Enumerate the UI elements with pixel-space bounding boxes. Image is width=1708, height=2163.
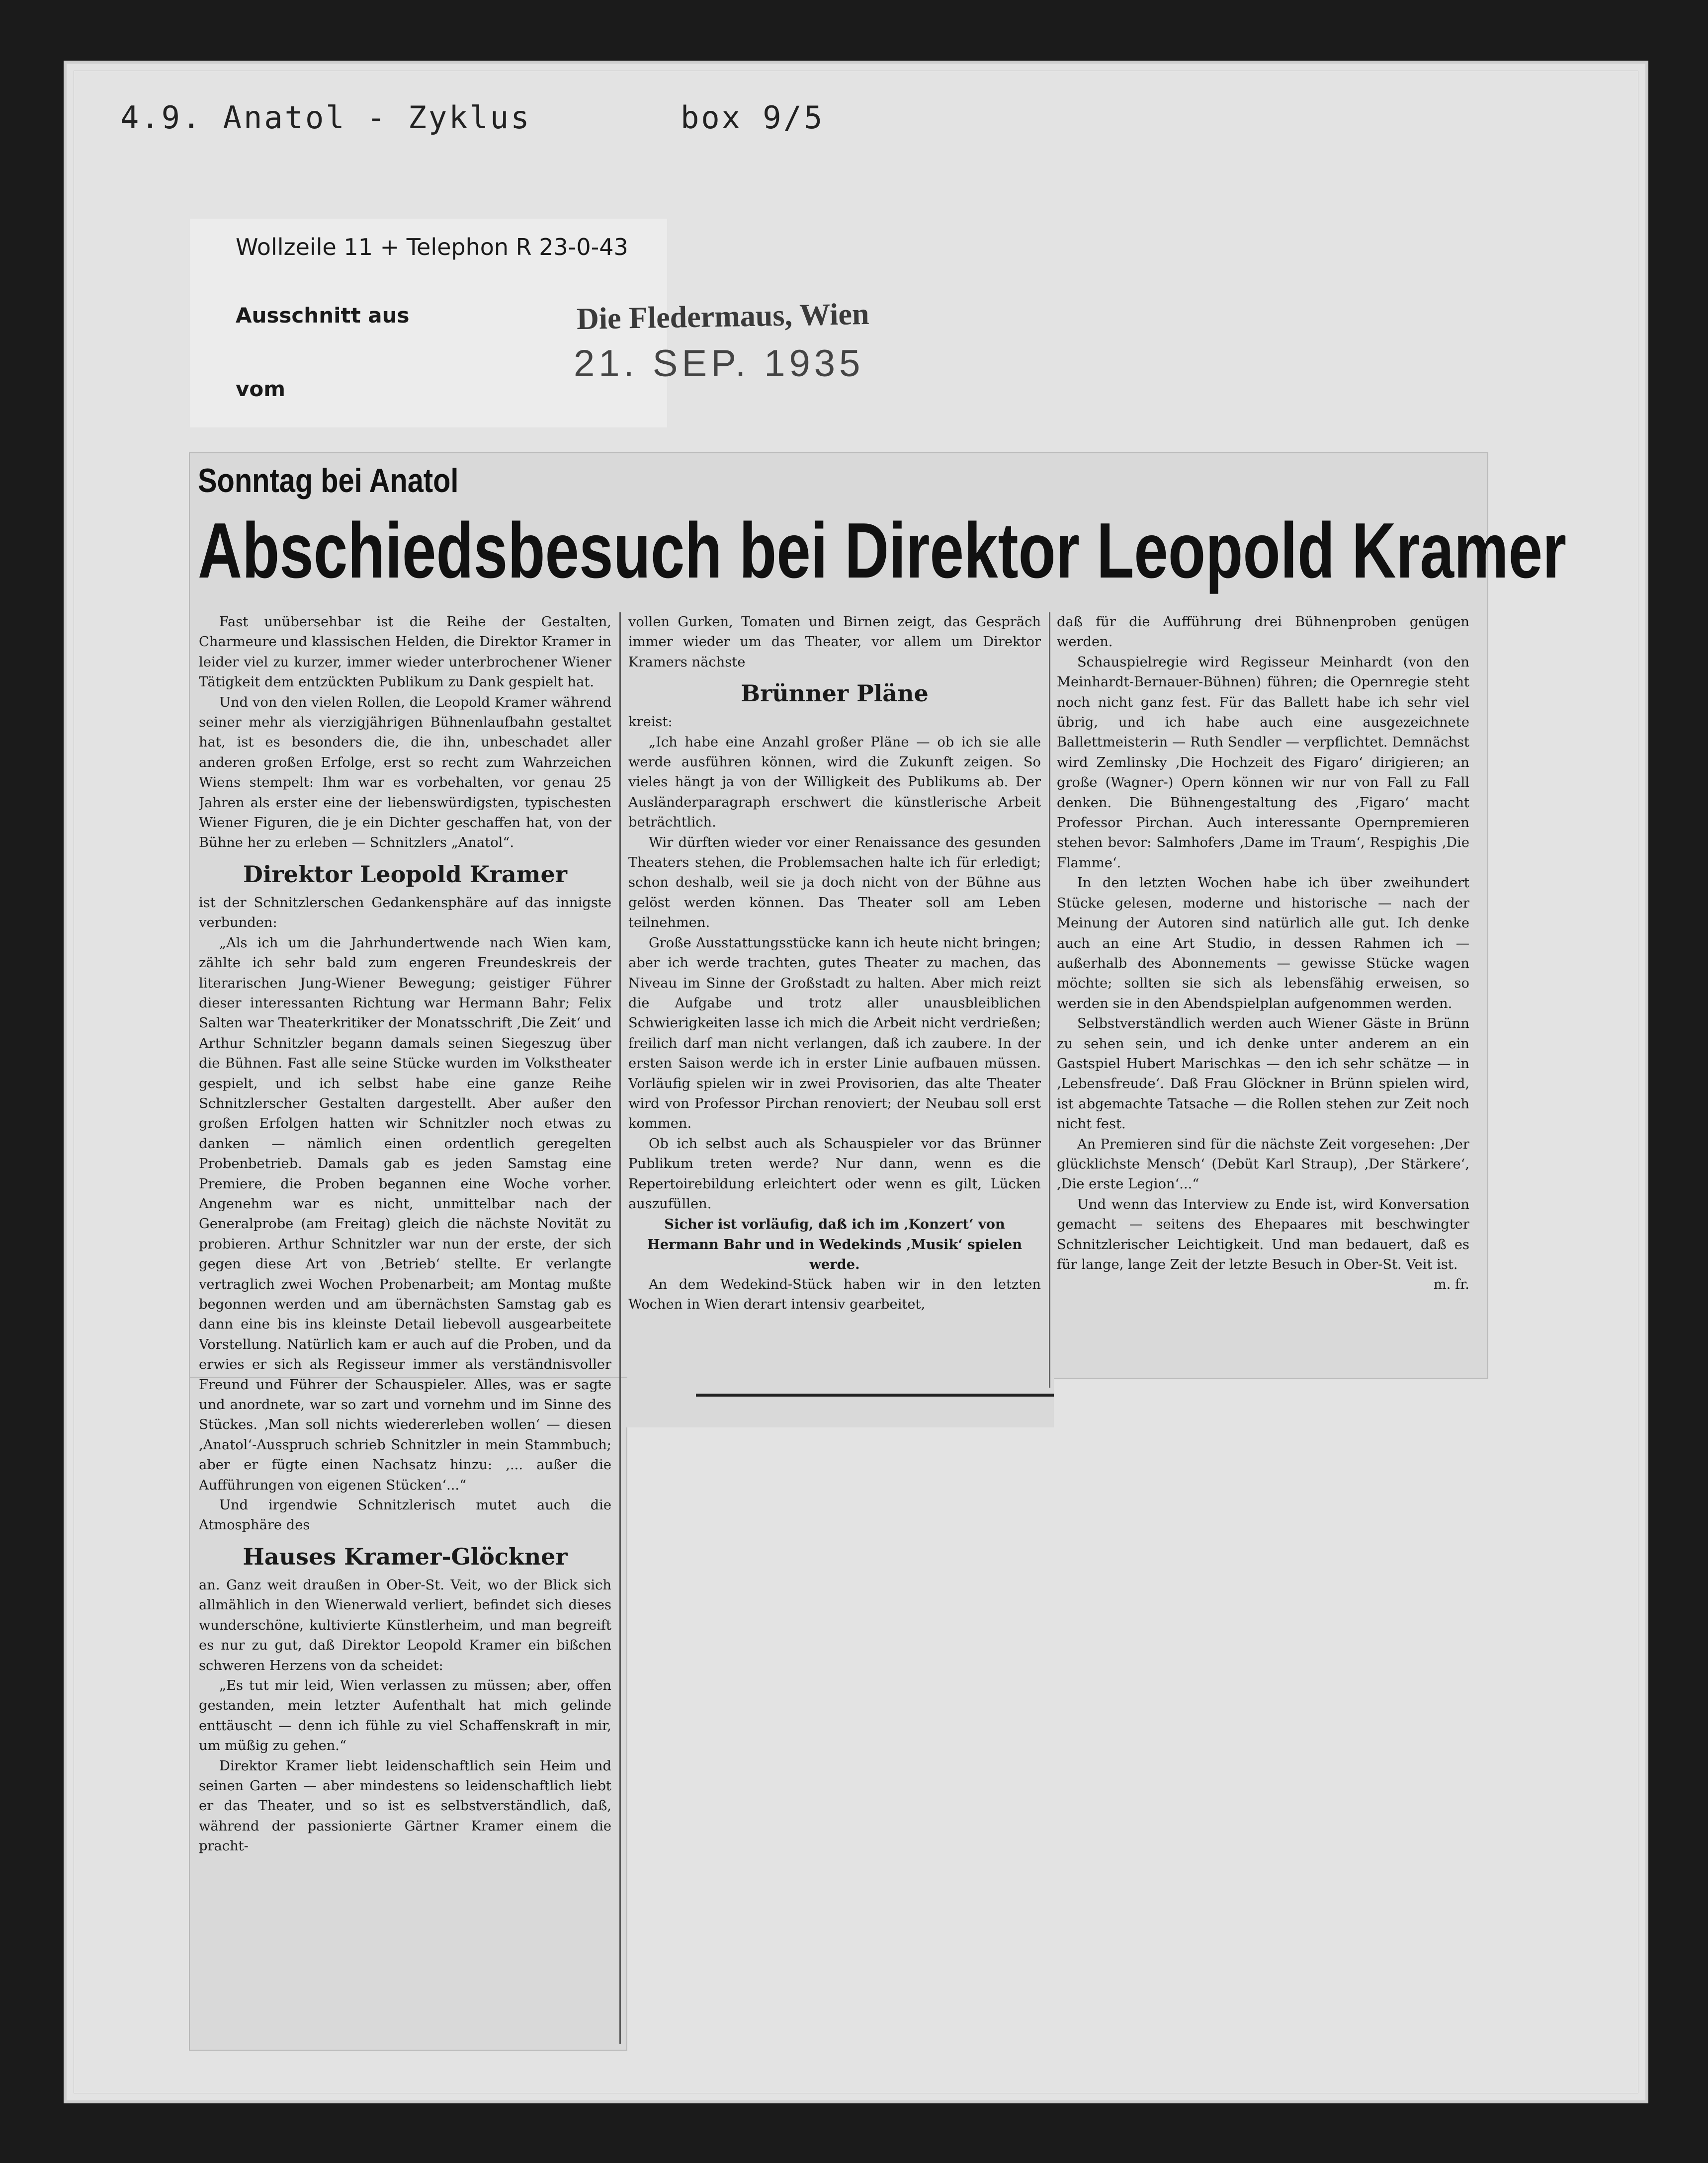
paragraph: Fast unübersehbar ist die Reihe der Gestalten, Charmeure und klassischen Helden, die Direktor Kramer in leider viel zu kurzer, immer wieder unterbrochener Wiener Tätigkeit dem entzückten Publikum zu Dank gespielt hat. (199, 614, 611, 690)
paragraph: „Als ich um die Jahrhundertwende nach Wien kam, zählte ich sehr bald zum engeren Freundeskreis der literarischen Jung-Wiener Bewegung; geistiger Führer dieser interessanten Richtung war Hermann Bahr; Felix Salten war Theaterkritiker der Monatsschrift ‚Die Zeit‘ und Arthur Schnitzler begann damals seinen Siegeszug über die Bühnen. Fast alle seine Stücke wurden im Volkstheater gespielt, und ich selbst habe eine ganze Reihe Schnitzlerscher Gestalten dargestellt. Aber außer den großen Erfolgen hatten wir Schnitzler noch etwas zu danken — nämlich einen ordentlich geregelten Probenbetrieb. Damals gab es jeden Samstag eine Premiere, die Proben begannen eine Woche vorher. Angenehm war es nicht, unmittelbar nach der Generalprobe (am Freitag) gleich die nächste Novität zu probieren. Arthur Schnitzler war nun der erste, der sich gegen diese Art von ‚Betrieb‘ stellte. Er verlangte vertraglich zwei Wochen Probenarbeit; am Montag mußte begonnen werden und am übernächsten Samstag gab es dann eine bis ins kleinste Detail liebevoll ausgearbeitete Vorstellung. Natürlich kam er auch auf die Proben, und da erwies er sich als Regisseur immer als verständnisvoller Freund und Führer der Schauspieler. Alles, was er sagte und anordnete, war so zart und vornehm und im Sinne des Stückes. ‚Man soll nichts wiedererleben wollen‘ — diesen ‚Anatol‘-Ausspruch schrieb Schnitzler in mein Stammbuch; aber er fügte einen Nachsatz hinzu: ‚... außer die Aufführungen von eigenen Stücken‘...“ (199, 935, 611, 1493)
subheading: Direktor Leopold Kramer (243, 860, 567, 888)
paragraph: Direktor Kramer liebt leidenschaftlich sein Heim und seinen Garten — aber mindestens so leidenschaftlich liebt er das Theater, und so ist es selbstverständlich, daß, während der passionierte Gärtner Kramer einem die pracht- (199, 1758, 611, 1854)
paragraph: Sicher ist vorläufig, daß ich im ‚Konzert‘ von Hermann Bahr und in Wedekinds ‚Musik‘ spielen werde. (647, 1216, 1023, 1273)
paragraph: Selbstverständlich werden auch Wiener Gäste in Brünn zu sehen sein, und ich denke unter anderem an ein Gastspiel Hubert Marischkas — den ich sehr schätze — in ‚Lebensfreude‘. Daß Frau Glöckner in Brünn spielen wird, ist abgemachte Tatsache — die Rollen stehen zur Zeit noch nicht fest. (1057, 1016, 1469, 1132)
author-signature: m. fr. (1433, 1277, 1469, 1293)
paragraph: Große Ausstattungsstücke kann ich heute nicht bringen; aber ich werde trachten, gutes Theater zu machen, das Niveau im Sinne der Großstadt zu halten. Aber mich reizt die Aufgabe und trotz aller unausbleiblichen Schwierigkeiten lasse ich mich die Arbeit nicht verdrießen; freilich darf man nicht verlangen, daß ich zaubere. In der ersten Saison werde ich in erster Linie aufbauen müssen. Vorläufig spielen wir in zwei Provisorien, das alte Theater wird von Professor Pirchan renoviert; der Neubau soll erst kommen. (628, 935, 1041, 1132)
article-kicker: Sonntag bei Anatol (198, 462, 459, 499)
subheading: Hauses Kramer-Glöckner (243, 1543, 568, 1570)
paragraph: „Es tut mir leid, Wien verlassen zu müssen; aber, offen gestanden, mein letzter Aufenthalt hat mich gelinde enttäuscht — denn ich fühle zu viel Schaffenskraft in mir, um müßig zu gehen.“ (199, 1677, 611, 1754)
paragraph: In den letzten Wochen habe ich über zweihundert Stücke gelesen, moderne und historische — nach der Meinung der Autoren sind natürlich alle gut. Ich denke auch an eine Art Studio, in dessen Rahmen ich — außerhalb des Abonnements — gewisse Stücke wagen möchte; sollten sie sich als lebensfähig erweisen, so werden sie in den Abendspielplan aufgenommen werden. (1057, 875, 1469, 1011)
subheading: Brünner Pläne (741, 680, 929, 707)
newspaper-stamp: Die Fledermaus, Wien (576, 297, 869, 336)
paragraph: vollen Gurken, Tomaten und Birnen zeigt, das Gespräch immer wieder um das Theater, vor allem um Direktor Kramers nächste (628, 614, 1041, 670)
clipping-service-header (190, 219, 869, 427)
paragraph: Und irgendwie Schnitzlerisch mutet auch die Atmosphäre des (199, 1497, 611, 1533)
date-stamp: 21. SEP. 1935 (574, 342, 864, 385)
paragraph: An dem Wedekind-Stück haben wir in den letzten Wochen in Wien derart intensiv gearbeitet, (628, 1276, 1041, 1312)
vom-label: vom (236, 377, 285, 401)
paragraph: daß für die Aufführung drei Bühnenproben genügen werden. (1057, 614, 1469, 650)
column-divider (619, 612, 621, 2044)
paragraph: „Ich habe eine Anzahl großer Pläne — ob ich sie alle werde ausführen können, wird die Zukunft zeigen. So vieles hängt ja von der Willigkeit des Publikums ab. Der Ausländerparagraph erschwert die künstlerische Arbeit beträchtlich. (628, 734, 1041, 831)
ausschnitt-label: Ausschnitt aus (236, 303, 410, 328)
paragraph: Schauspielregie wird Regisseur Meinhardt (von den Meinhardt-Bernauer-Bühnen) führen; die Opernregie steht noch nicht ganz fest. Für das Ballett habe ich sehr viel übrig, und ich habe auch eine ausgezeichnete Ballettmeisterin — Ruth Sendler — verpflichtet. Demnächst wird Zemlinsky ‚Die Hochzeit des Figaro‘ dirigieren; an große (Wagner-) Opern können wir nur von Fall zu Fall denken. Die Bühnengestaltung des ‚Figaro‘ macht Professor Pirchan. Auch interessante Opernpremieren stehen bevor: Salmhofers ‚Dame im Traum‘, Respighis ‚Die Flamme‘. (1057, 654, 1469, 871)
archive-box-number: box 9/5 (681, 99, 825, 136)
column-divider (1049, 612, 1050, 1388)
archive-label-text: 4.9. Anatol - Zyklus (120, 99, 531, 136)
article-column-1 (199, 612, 611, 2044)
service-address: Wollzeile 11 + Telephon R 23-0-43 (236, 234, 628, 260)
paragraph: Ob ich selbst auch als Schauspieler vor das Brünner Publikum treten werde? Nur dann, wenn es die Repertoirebildung erleichtert oder wenn es gilt, Lücken auszufüllen. (628, 1136, 1041, 1212)
paragraph: Wir dürften wieder vor einer Renaissance des gesunden Theaters stehen, die Problemsachen halte ich für erledigt; schon deshalb, weil sie ja doch nicht von der Bühne aus gelöst werden können. Das Theater soll am Leben teilnehmen. (628, 834, 1041, 931)
article-column-3 (1057, 612, 1469, 1368)
article-end-rule (696, 1394, 1054, 1397)
article-column-2 (628, 612, 1041, 1388)
paragraph: an. Ganz weit draußen in Ober-St. Veit, wo der Blick sich allmählich in den Wienerwald verliert, befindet sich dieses wunderschöne, kultivierte Künstlerheim, und man begreift es nur zu gut, daß Direktor Leopold Kramer ein bißchen schweren Herzens von da scheidet: (199, 1577, 611, 1673)
paragraph: kreist: (628, 714, 673, 730)
article-headline: Abschiedsbesuch bei Direktor Leopold Kramer (198, 507, 1567, 594)
paragraph: An Premieren sind für die nächste Zeit vorgesehen: ‚Der glücklichste Mensch‘ (Debüt Karl Straup), ‚Der Stärkere‘, ‚Die erste Legion‘...“ (1057, 1136, 1469, 1192)
paragraph: Und wenn das Interview zu Ende ist, wird Konversation gemacht — seitens des Ehepaares mit beschwingter Schnitzlerischer Leichtigkeit. Und man bedauert, daß es für lange, lange Zeit der letzte Besuch in Ober-St. Veit ist. (1057, 1196, 1469, 1272)
paragraph: Und von den vielen Rollen, die Leopold Kramer während seiner mehr als vierzigjährigen Bühnenlaufbahn gestaltet hat, ist es besonders die, die ihn, unbeschadet aller anderen großen Erfolge, erst so recht zum Wahrzeichen Wiens stempelt: Ihm war es vorbehalten, vor genau 25 Jahren als erster eine der liebenswürdigsten, typischesten Wiener Figuren, die je ein Dichter geschaffen hat, von der Bühne her zu erleben — Schnitzlers „Anatol“. (199, 694, 611, 851)
archive-label (120, 99, 825, 136)
paragraph: ist der Schnitzlerschen Gedankensphäre auf das innigste verbunden: (199, 895, 611, 931)
